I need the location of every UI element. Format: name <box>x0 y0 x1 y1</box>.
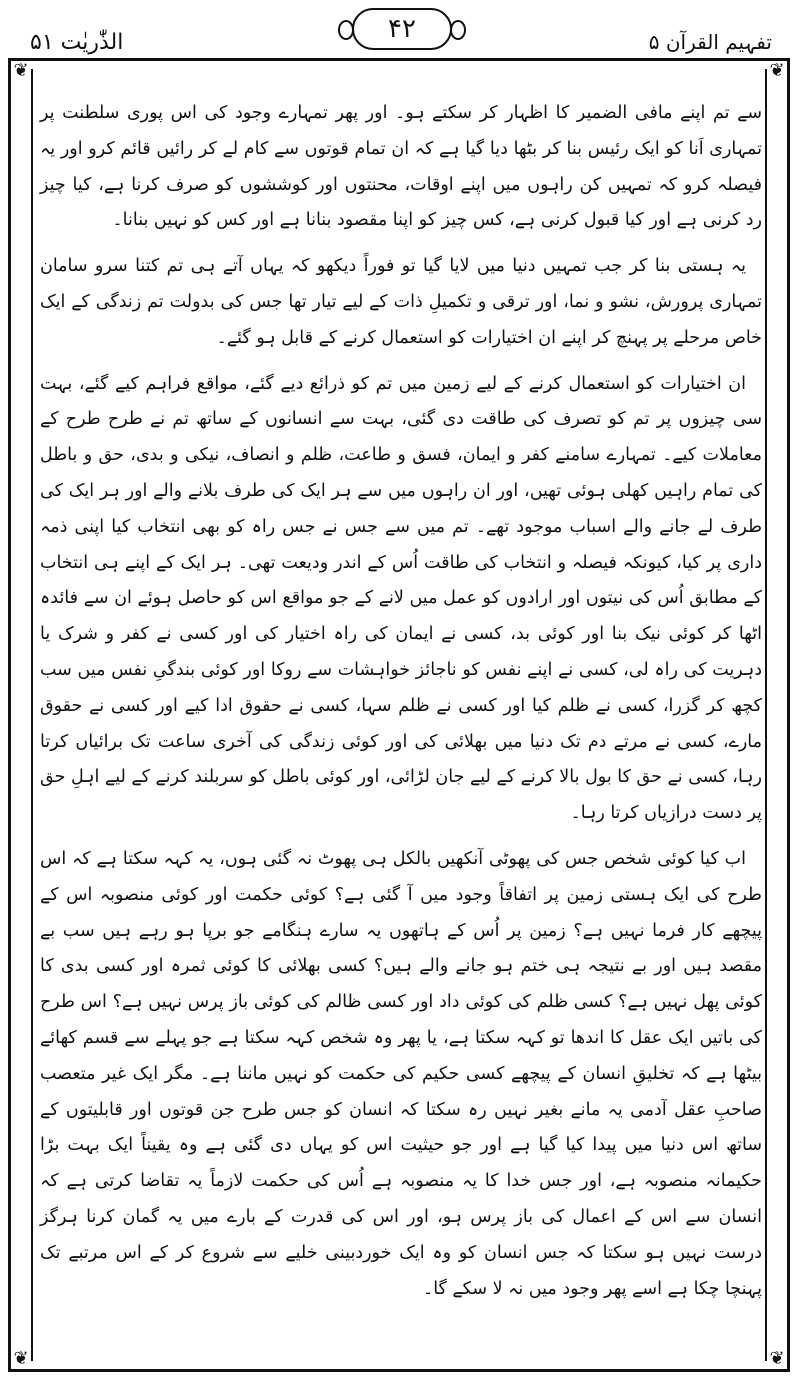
corner-ornament-icon: ❦ <box>13 60 29 81</box>
paragraph: اب کیا کوئی شخص جس کی پھوٹی آنکھیں بالکل ہی پھوٹ نہ گئی ہوں، یہ کہہ سکتا ہے کہ اس طرح کی ایک ہستی زمین پر اتفاقاً وجود میں آ گئی ہے؟ کوئی حکمت اور کوئی منصوبہ اس کے پیچھے کار فرما نہیں ہے؟ زمین پر اُس کے ہاتھوں یہ سارے ہنگامے جو برپا ہو رہے ہیں سب بے مقصد ہیں اور بے نتیجہ ہی ختم ہو جانے والے ہیں؟ کسی بھلائی کا کوئی ثمرہ اور کسی بدی کا کوئی پھل نہیں ہے؟ کسی ظلم کی کوئی داد اور کسی ظالم کی کوئی باز پرس نہیں ہے؟ اس طرح کی باتیں ایک عقل کا اندھا تو کہہ سکتا ہے، یا پھر وہ شخص کہہ سکتا ہے جو پہلے سے قسم کھائے بیٹھا ہے کہ تخلیقِ انسان کے پیچھے کسی حکیم کی حکمت کو نہیں ماننا ہے۔ مگر ایک غیر متعصب صاحبِ عقل آدمی یہ مانے بغیر نہیں رہ سکتا کہ انسان کو جس طرح جن قوتوں اور قابلیتوں کے ساتھ اس دنیا میں پیدا کیا گیا ہے اور جو حیثیت اس کو یہاں دی گئی ہے وہ یقیناً ایک بہت بڑا حکیمانہ منصوبہ ہے، اور جس خدا کا یہ منصوبہ ہے اُس کی حکمت لازماً یہ تقاضا کرتی ہے کہ انسان سے اس کے اعمال کی باز پرس ہو، اور اس کی قدرت کے بارے میں یہ گمان کرنا ہرگز درست نہیں ہو سکتا کہ جس انسان کو وہ ایک خوردبینی خلیے سے شروع کر کے اس مرتبے تک پہنچا چکا ہے اسے پھر وجود میں نہ لا سکے گا۔ <box>40 848 762 1299</box>
page-number: ۴۲ <box>352 8 452 50</box>
paragraph: سے تم اپنے مافی الضمیر کا اظہار کر سکتے ہو۔ اور پھر تمہارے وجود کی اس پوری سلطنت پر تمہاری اَنا کو ایک رئیس بنا کر بٹھا دیا گیا ہے کہ ان تمام قوتوں سے کام لے کر رائیں قائم کرو اور یہ فیصلہ کرو کہ تمہیں کن راہوں میں اپنے اوقات، محنتوں اور کوششوں کو صرف کرنا ہے، کیا چیز رد کرنی ہے اور کیا قبول کرنی ہے، کس چیز کو اپنا مقصود بنانا ہے اور کس کو نہیں بنانا۔ <box>40 103 762 231</box>
body-text <box>40 96 762 1364</box>
corner-ornament-icon: ❦ <box>13 1348 29 1369</box>
corner-ornament-icon: ❦ <box>769 60 785 81</box>
paragraph: ان اختیارات کو استعمال کرنے کے لیے زمین میں تم کو ذرائع دیے گئے، مواقع فراہم کیے گئے، بہت سی چیزوں پر تم کو تصرف کی طاقت دی گئی، بہت سے انسانوں کے ساتھ تم نے طرح طرح کے معاملات کیے۔ تمہارے سامنے کفر و ایمان، فسق و طاعت، ظلم و انصاف، نیکی و بدی، حق و باطل کی تمام راہیں کھلی ہوئی تھیں، اور ان راہوں میں سے ہر ایک کی طرف بلانے والے اور ہر ایک کی طرف لے جانے والے اسباب موجود تھے۔ تم میں سے جس نے جس راہ کو بھی انتخاب کیا اپنی ذمہ داری پر کیا، کیونکہ فیصلہ و انتخاب کی طاقت اُس کے اندر ودیعت تھی۔ ہر ایک کے اپنے ہی انتخاب کے مطابق اُس کی نیتوں اور ارادوں کو عمل میں لانے کے جو مواقع اس کو حاصل ہوئے ان سے فائدہ اٹھا کر کوئی نیک بنا اور کوئی بد، کسی نے ایمان کی راہ اختیار کی اور کسی نے کفر و شرک یا دہریت کی راہ لی، کسی نے اپنے نفس کو ناجائز خواہشات سے روکا اور کوئی بندگیِ نفس میں سب کچھ کر گزرا، کسی نے ظلم کیا اور کسی نے ظلم سہا، کسی نے حقوق ادا کیے اور کسی نے حقوق مارے، کسی نے مرتے دم تک دنیا میں بھلائی کی اور کوئی زندگی کی آخری ساعت تک برائیاں کرتا رہا، کسی نے حق کا بول بالا کرنے کے لیے جان لڑائی، اور کوئی باطل کو سربلند کرنے کے لیے اہلِ حق پر دست درازیاں کرتا رہا۔ <box>40 373 762 824</box>
paragraph: یہ ہستی بنا کر جب تمہیں دنیا میں لایا گیا تو فوراً دیکھو کہ یہاں آتے ہی تم کتنا سرو سامان تمہاری پرورش، نشو و نما، اور ترقی و تکمیلِ ذات کے لیے تیار تھا جس کی بدولت تم زندگی کے ایک خاص مرحلے پر پہنچ کر اپنے ان اختیارات کو استعمال کرنے کے قابل ہو گئے۔ <box>40 256 762 348</box>
page-header <box>0 0 800 60</box>
surah-title: الذّٰریٰت ۵۱ <box>30 30 124 55</box>
book-title: تفہیم القرآن ۵ <box>648 30 772 54</box>
corner-ornament-icon: ❦ <box>769 1348 785 1369</box>
